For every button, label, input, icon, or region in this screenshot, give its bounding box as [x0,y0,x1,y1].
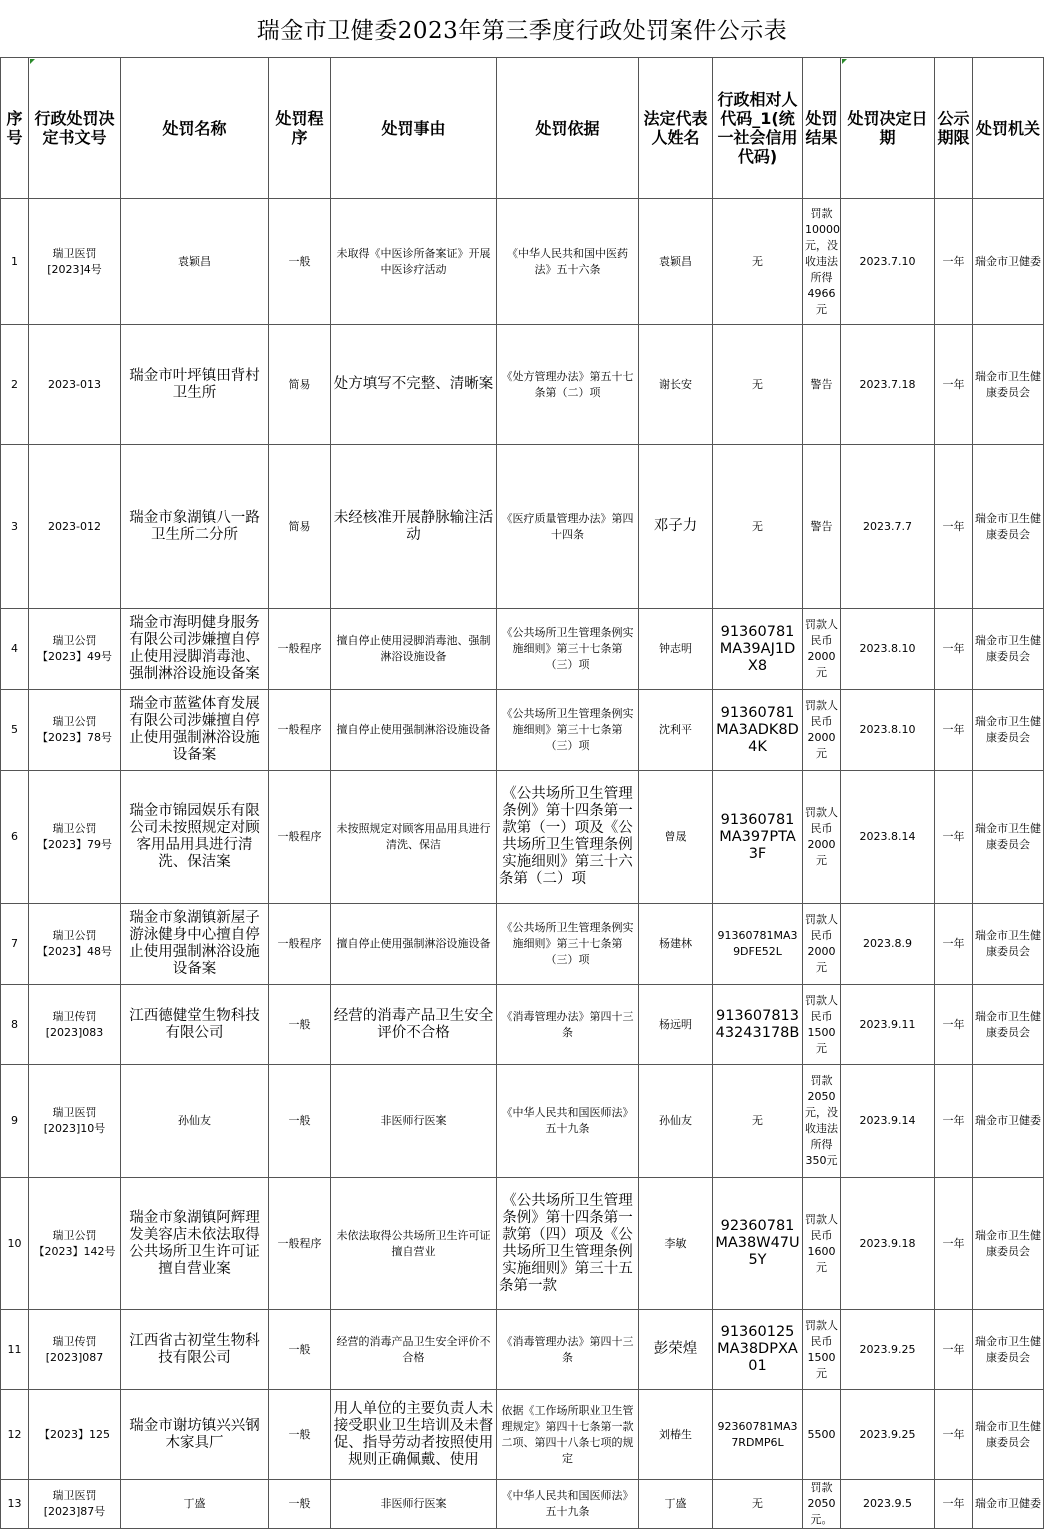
penalty-table [0,57,1044,1529]
cell-result: 警告 [803,445,841,609]
cell-authority: 瑞金市卫生健康委员会 [973,609,1044,690]
cell-seq: 4 [1,609,29,690]
cell-period: 一年 [935,1480,973,1529]
cell-period: 一年 [935,690,973,771]
table-row [1,1310,1044,1390]
cell-result: 5500 [803,1390,841,1480]
table-row [1,1178,1044,1310]
cell-result: 罚款2050元。 [803,1480,841,1529]
header-result: 处罚结果 [803,58,841,199]
cell-doc-no: 【2023】125 [29,1390,121,1480]
cell-basis: 《公共场所卫生管理条例》第十四条第一款第（四）项及《公共场所卫生管理条例实施细则》第三十五条第一款 [497,1178,639,1310]
cell-doc-no: 瑞卫医罚[2023]87号 [29,1480,121,1529]
cell-marker-icon [30,59,35,64]
cell-legal-rep: 刘椿生 [639,1390,713,1480]
cell-basis: 《公共场所卫生管理条例》第十四条第一款第（一）项及《公共场所卫生管理条例实施细则》第三十六条第（二）项 [497,771,639,904]
cell-date: 2023.8.9 [841,904,935,985]
cell-procedure: 一般程序 [269,1178,331,1310]
table-row [1,771,1044,904]
cell-period: 一年 [935,445,973,609]
cell-doc-no: 瑞卫传罚[2023]083 [29,985,121,1065]
cell-basis: 《中华人民共和国医师法》五十九条 [497,1480,639,1529]
cell-code: 无 [713,1480,803,1529]
cell-procedure: 一般 [269,1480,331,1529]
cell-procedure: 一般 [269,1310,331,1390]
cell-reason: 非医师行医案 [331,1480,497,1529]
cell-legal-rep: 杨建林 [639,904,713,985]
cell-reason: 非医师行医案 [331,1065,497,1178]
cell-name: 瑞金市谢坊镇兴兴钢木家具厂 [121,1390,269,1480]
cell-basis: 《中华人民共和国中医药法》五十六条 [497,199,639,325]
cell-code: 91360125MA38DPXA01 [713,1310,803,1390]
table-row [1,1065,1044,1178]
cell-seq: 11 [1,1310,29,1390]
cell-seq: 1 [1,199,29,325]
cell-name: 瑞金市锦园娱乐有限公司未按照规定对顾客用品用具进行清洗、保洁案 [121,771,269,904]
header-seq: 序号 [1,58,29,199]
cell-seq: 3 [1,445,29,609]
cell-result: 罚款10000元，没收违法所得4966元 [803,199,841,325]
cell-legal-rep: 曾晟 [639,771,713,904]
cell-result: 罚款2050元，没收违法所得350元 [803,1065,841,1178]
cell-procedure: 一般 [269,1390,331,1480]
cell-result: 罚款人民币2000元 [803,904,841,985]
cell-period: 一年 [935,1065,973,1178]
cell-code: 无 [713,445,803,609]
cell-legal-rep: 邓子力 [639,445,713,609]
cell-reason: 未经核准开展静脉输注活动 [331,445,497,609]
header-doc-no: 行政处罚决定书文号 [29,58,121,199]
cell-basis: 《公共场所卫生管理条例实施细则》第三十七条第（三）项 [497,609,639,690]
cell-date: 2023.9.11 [841,985,935,1065]
cell-basis: 《消毒管理办法》第四十三条 [497,1310,639,1390]
cell-basis: 《公共场所卫生管理条例实施细则》第三十七条第（三）项 [497,690,639,771]
header-procedure: 处罚程序 [269,58,331,199]
cell-authority: 瑞金市卫生健康委员会 [973,1390,1044,1480]
cell-name: 丁盛 [121,1480,269,1529]
cell-procedure: 一般程序 [269,609,331,690]
cell-authority: 瑞金市卫生健康委员会 [973,904,1044,985]
cell-seq: 7 [1,904,29,985]
cell-procedure: 一般 [269,199,331,325]
cell-procedure: 一般 [269,1065,331,1178]
cell-basis: 《公共场所卫生管理条例实施细则》第三十七条第（三）项 [497,904,639,985]
cell-doc-no: 瑞卫公罚【2023】48号 [29,904,121,985]
cell-basis: 《处方管理办法》第五十七条第（二）项 [497,325,639,445]
cell-code: 91360781MA3ADK8D4K [713,690,803,771]
cell-doc-no: 2023-012 [29,445,121,609]
cell-legal-rep: 钟志明 [639,609,713,690]
header-row [1,58,1044,199]
table-row [1,904,1044,985]
cell-reason: 未按照规定对顾客用品用具进行清洗、保洁 [331,771,497,904]
table-row [1,1480,1044,1529]
cell-seq: 13 [1,1480,29,1529]
cell-seq: 12 [1,1390,29,1480]
table-row [1,985,1044,1065]
table-row [1,199,1044,325]
cell-result: 罚款人民币1600元 [803,1178,841,1310]
cell-code: 92360781MA37RDMP6L [713,1390,803,1480]
cell-authority: 瑞金市卫健委 [973,1480,1044,1529]
page-title: 瑞金市卫健委2023年第三季度行政处罚案件公示表 [0,0,1044,58]
cell-result: 罚款人民币2000元 [803,771,841,904]
cell-period: 一年 [935,904,973,985]
header-name: 处罚名称 [121,58,269,199]
table-row [1,690,1044,771]
cell-reason: 未依法取得公共场所卫生许可证擅自营业 [331,1178,497,1310]
cell-code: 无 [713,199,803,325]
cell-date: 2023.7.7 [841,445,935,609]
table-row [1,325,1044,445]
cell-date: 2023.7.10 [841,199,935,325]
cell-basis: 《消毒管理办法》第四十三条 [497,985,639,1065]
cell-date: 2023.9.18 [841,1178,935,1310]
cell-seq: 9 [1,1065,29,1178]
cell-code: 无 [713,1065,803,1178]
cell-name: 孙仙友 [121,1065,269,1178]
cell-reason: 用人单位的主要负责人未接受职业卫生培训及未督促、指导劳动者按照使用规则正确佩戴、使用 [331,1390,497,1480]
header-reason: 处罚事由 [331,58,497,199]
cell-legal-rep: 杨远明 [639,985,713,1065]
cell-date: 2023.9.25 [841,1310,935,1390]
cell-seq: 8 [1,985,29,1065]
cell-result: 罚款人民币1500元 [803,985,841,1065]
cell-seq: 6 [1,771,29,904]
header-legal-rep: 法定代表人姓名 [639,58,713,199]
cell-authority: 瑞金市卫健委 [973,199,1044,325]
cell-doc-no: 瑞卫医罚[2023]10号 [29,1065,121,1178]
cell-date: 2023.9.5 [841,1480,935,1529]
cell-result: 警告 [803,325,841,445]
cell-doc-no: 瑞卫传罚[2023]087 [29,1310,121,1390]
cell-reason: 未取得《中医诊所备案证》开展中医诊疗活动 [331,199,497,325]
cell-authority: 瑞金市卫生健康委员会 [973,325,1044,445]
cell-reason: 擅自停止使用浸脚消毒池、强制淋浴设施设备 [331,609,497,690]
cell-name: 瑞金市叶坪镇田背村卫生所 [121,325,269,445]
cell-legal-rep: 李敏 [639,1178,713,1310]
cell-procedure: 一般程序 [269,904,331,985]
table-row [1,445,1044,609]
cell-period: 一年 [935,1310,973,1390]
cell-period: 一年 [935,1178,973,1310]
cell-seq: 2 [1,325,29,445]
cell-code: 91360781343243178B [713,985,803,1065]
cell-code: 无 [713,325,803,445]
table-row [1,1390,1044,1480]
cell-doc-no: 瑞卫公罚【2023】78号 [29,690,121,771]
cell-reason: 处方填写不完整、清晰案 [331,325,497,445]
cell-procedure: 简易 [269,325,331,445]
cell-basis: 依据《工作场所职业卫生管理规定》第四十七条第一款二项、第四十八条七项的规定 [497,1390,639,1480]
cell-date: 2023.8.14 [841,771,935,904]
cell-basis: 《中华人民共和国医师法》五十九条 [497,1065,639,1178]
cell-procedure: 一般程序 [269,771,331,904]
cell-code: 92360781MA38W47U5Y [713,1178,803,1310]
cell-name: 瑞金市蓝鲨体育发展有限公司涉嫌擅自停止使用强制淋浴设施设备案 [121,690,269,771]
cell-basis: 《医疗质量管理办法》第四十四条 [497,445,639,609]
cell-name: 瑞金市海明健身服务有限公司涉嫌擅自停止使用浸脚消毒池、强制淋浴设施设备案 [121,609,269,690]
cell-period: 一年 [935,325,973,445]
cell-doc-no: 2023-013 [29,325,121,445]
cell-seq: 10 [1,1178,29,1310]
cell-period: 一年 [935,609,973,690]
cell-code: 91360781MA39AJ1DX8 [713,609,803,690]
cell-result: 罚款人民币2000元 [803,690,841,771]
cell-date: 2023.8.10 [841,690,935,771]
cell-date: 2023.7.18 [841,325,935,445]
cell-authority: 瑞金市卫生健康委员会 [973,1310,1044,1390]
cell-doc-no: 瑞卫公罚【2023】142号 [29,1178,121,1310]
cell-authority: 瑞金市卫生健康委员会 [973,771,1044,904]
cell-name: 瑞金市象湖镇新屋子游泳健身中心擅自停止使用强制淋浴设施设备案 [121,904,269,985]
cell-name: 袁颖昌 [121,199,269,325]
table-row [1,609,1044,690]
cell-date: 2023.8.10 [841,609,935,690]
cell-legal-rep: 孙仙友 [639,1065,713,1178]
header-date: 处罚决定日期 [841,58,935,199]
cell-authority: 瑞金市卫生健康委员会 [973,690,1044,771]
cell-reason: 擅自停止使用强制淋浴设施设备 [331,690,497,771]
cell-legal-rep: 沈利平 [639,690,713,771]
cell-period: 一年 [935,199,973,325]
cell-procedure: 一般程序 [269,690,331,771]
cell-reason: 经营的消毒产品卫生安全评价不合格 [331,1310,497,1390]
cell-name: 江西省古初堂生物科技有限公司 [121,1310,269,1390]
cell-doc-no: 瑞卫公罚【2023】79号 [29,771,121,904]
cell-period: 一年 [935,985,973,1065]
cell-code: 91360781MA397PTA3F [713,771,803,904]
cell-date: 2023.9.25 [841,1390,935,1480]
cell-date: 2023.9.14 [841,1065,935,1178]
header-code: 行政相对人代码_1(统一社会信用代码) [713,58,803,199]
cell-seq: 5 [1,690,29,771]
cell-legal-rep: 袁颖昌 [639,199,713,325]
cell-period: 一年 [935,1390,973,1480]
header-authority: 处罚机关 [973,58,1044,199]
cell-period: 一年 [935,771,973,904]
cell-reason: 擅自停止使用强制淋浴设施设备 [331,904,497,985]
cell-code: 91360781MA39DFE52L [713,904,803,985]
cell-authority: 瑞金市卫健委 [973,1065,1044,1178]
cell-result: 罚款人民币2000元 [803,609,841,690]
cell-procedure: 一般 [269,985,331,1065]
cell-legal-rep: 丁盛 [639,1480,713,1529]
cell-authority: 瑞金市卫生健康委员会 [973,985,1044,1065]
cell-legal-rep: 彭荣煌 [639,1310,713,1390]
cell-name: 江西德健堂生物科技有限公司 [121,985,269,1065]
cell-result: 罚款人民币1500元 [803,1310,841,1390]
header-basis: 处罚依据 [497,58,639,199]
cell-procedure: 简易 [269,445,331,609]
cell-legal-rep: 谢长安 [639,325,713,445]
cell-doc-no: 瑞卫医罚[2023]4号 [29,199,121,325]
cell-marker-icon [842,59,847,64]
cell-name: 瑞金市象湖镇八一路卫生所二分所 [121,445,269,609]
header-period: 公示期限 [935,58,973,199]
cell-authority: 瑞金市卫生健康委员会 [973,445,1044,609]
cell-authority: 瑞金市卫生健康委员会 [973,1178,1044,1310]
cell-reason: 经营的消毒产品卫生安全评价不合格 [331,985,497,1065]
cell-doc-no: 瑞卫公罚【2023】49号 [29,609,121,690]
cell-name: 瑞金市象湖镇阿辉理发美容店未依法取得公共场所卫生许可证擅自营业案 [121,1178,269,1310]
